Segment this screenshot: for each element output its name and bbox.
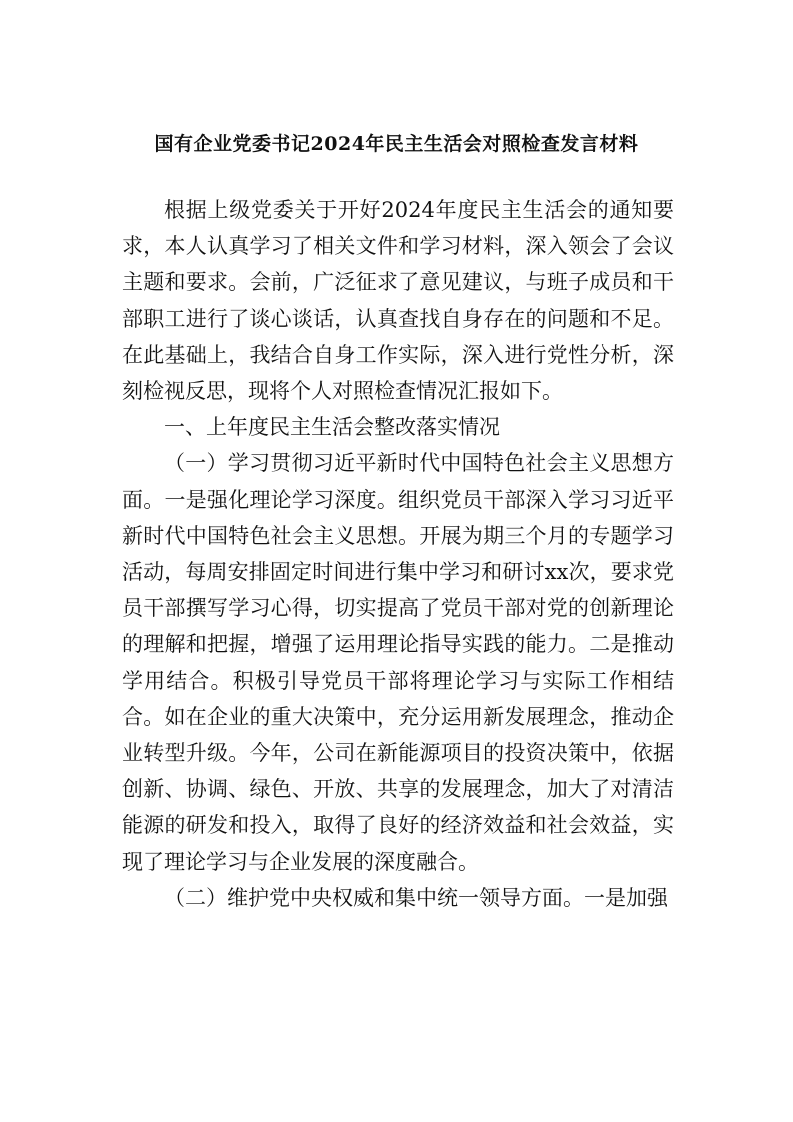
section-heading: 一、上年度民主生活会整改落实情况 <box>164 415 500 440</box>
subsection-paragraph: （二）维护党中央权威和集中统一领导方面。一是加强 <box>164 885 668 910</box>
subsection-paragraph: （一）学习贯彻习近平新时代中国特色社会主义思想方面。一是强化理论学习深度。组织党员干部深入学习习近平新时代中国特色社会主义思想。开展为期三个月的专题学习活动，每周安排固定时间进行集中学习和研讨xx次，要求党员干部撰写学习心得，切实提高了党员干部对党的创新理论的理解和把握，增强了运用理论指导实践的能力。二是推动学用结合。积极引导党员干部将理论学习与实际工作相结合。如在企业的重大决策中，充分运用新发展理念，推动企业转型升级。今年，公司在新能源项目的投资决策中，依据创新、协调、绿色、开放、共享的发展理念，加大了对清洁能源的研发和投入，取得了良好的经济效益和社会效益，实现了理论学习与企业发展的深度融合。 <box>122 451 674 874</box>
document-body <box>122 192 674 916</box>
document-title: 国有企业党委书记2024年民主生活会对照检查发言材料 <box>154 133 639 155</box>
intro-paragraph: 根据上级党委关于开好2024年度民主生活会的通知要求，本人认真学习了相关文件和学习材料，深入领会了会议主题和要求。会前，广泛征求了意见建议，与班子成员和干部职工进行了谈心谈话，认真查找自身存在的问题和不足。在此基础上，我结合自身工作实际，深入进行党性分析，深刻检视反思，现将个人对照检查情况汇报如下。 <box>122 198 674 404</box>
